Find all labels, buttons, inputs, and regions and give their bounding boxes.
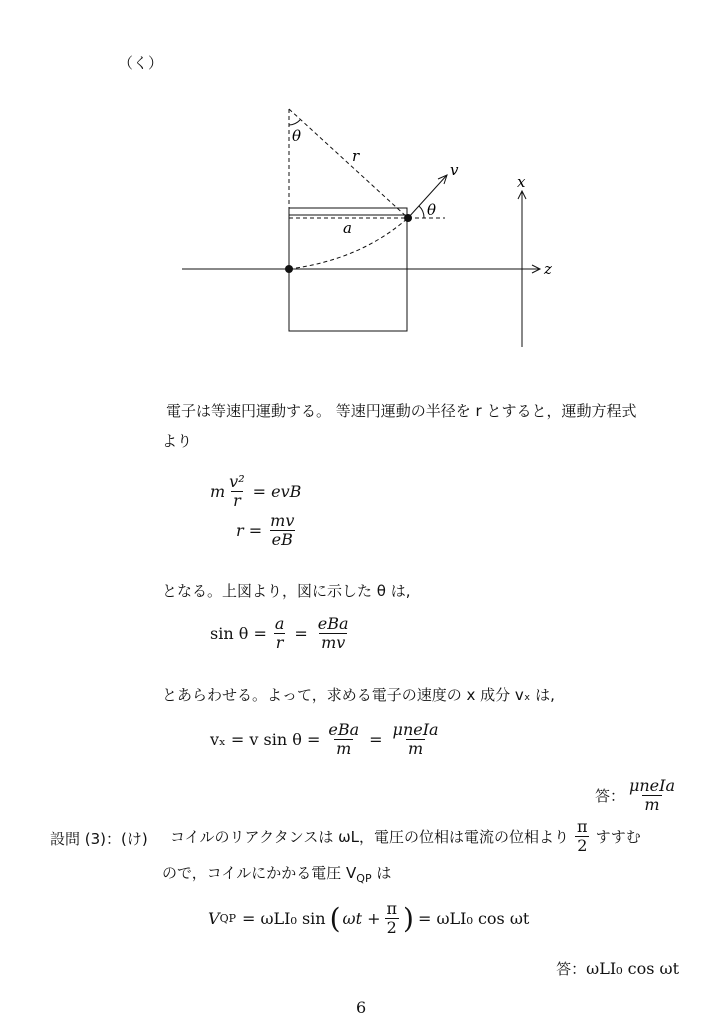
answer-2-prefix: 答： [556, 960, 587, 978]
eq4-num-1: eBa [328, 720, 360, 739]
eq3-equals: = [294, 624, 308, 643]
eq5-lhs: V [208, 909, 220, 928]
answer-1-num: μneIa [628, 776, 675, 795]
eq3-num-1: a [274, 614, 285, 633]
question-3-line-2-sub: QP [356, 872, 372, 885]
question-3-label: 設問 (3)：(け) [50, 830, 148, 848]
paragraph-1-line-2: より [162, 432, 193, 450]
eq4-fraction-2 [391, 721, 441, 758]
label-r: r [352, 147, 360, 165]
entry-point [285, 265, 293, 273]
question-3-line-1b: すすむ [595, 828, 641, 846]
label-theta-right: θ [427, 201, 437, 219]
label-theta-top: θ [292, 127, 302, 145]
paragraph-1-line-1: 電子は等速円運動する。 等速円運動の半径を r とすると，運動方程式 [166, 402, 637, 420]
equation-1 [210, 473, 301, 510]
eq5-inner: ωt + [342, 909, 381, 928]
eq4-num-2: μneIa [392, 720, 439, 739]
eq5-mid: = ωLI₀ sin [241, 909, 326, 928]
question-3-line-2 [162, 862, 391, 885]
eq4-equals: = [369, 730, 383, 749]
theta-top-arc [289, 120, 300, 125]
question-3-line-2-text: ので，コイルにかかる電圧 V [162, 864, 357, 882]
eq3-fraction-2 [316, 615, 351, 652]
eq4-den-2: m [407, 739, 424, 758]
eq4-lhs: vₓ = v sin θ = [210, 730, 321, 749]
eq3-den-2: mv [321, 633, 346, 652]
eq1-fraction [227, 473, 246, 510]
eq2-lhs: r = [236, 521, 263, 540]
eq4-fraction-1 [326, 721, 361, 758]
pi-denominator: 2 [577, 836, 588, 855]
answer-1-fraction [627, 777, 677, 814]
eq5-lhs-sub: QP [219, 912, 236, 925]
eq1-numerator: v² [229, 472, 245, 491]
question-3-line-2-end: は [371, 864, 392, 882]
label-z-axis: z [544, 260, 552, 278]
eq1-rhs: = evB [252, 482, 302, 501]
exit-point [404, 214, 412, 222]
pi-numerator: π [577, 817, 588, 836]
page-number: 6 [356, 998, 367, 1017]
eq2-denominator: eB [271, 530, 293, 549]
equation-5 [208, 900, 529, 937]
label-x-axis: x [517, 173, 526, 191]
radius-r-dashed [289, 109, 408, 218]
answer-1-prefix: 答： [594, 787, 625, 805]
answer-1 [595, 777, 679, 814]
eq5-paren-right: ) [403, 902, 414, 935]
label-v: v [450, 161, 459, 179]
part-label: （く） [118, 54, 164, 72]
pi-over-2-fraction [575, 818, 590, 855]
eq5-pi-num: π [386, 899, 398, 918]
eq3-lhs: sin θ = [210, 624, 267, 643]
eq5-pi-den: 2 [386, 918, 397, 937]
eq1-denominator: r [233, 491, 241, 510]
eq5-paren-left: ( [329, 902, 341, 935]
eq5-rhs: = ωLI₀ cos ωt [417, 909, 530, 928]
paragraph-3: とあらわせる。よって，求める電子の速度の x 成分 vₓ は, [162, 686, 555, 704]
eq1-m: m [210, 482, 226, 501]
answer-1-den: m [644, 795, 660, 814]
question-3-line-1 [170, 818, 641, 855]
answer-2 [556, 958, 679, 979]
equation-4 [210, 721, 443, 758]
paragraph-2: となる。上図より，図に示した θ は, [162, 582, 411, 600]
equation-2 [236, 512, 298, 549]
eq3-den-1: r [275, 633, 284, 652]
eq2-numerator: mv [270, 511, 295, 530]
eq5-pi-fraction [385, 900, 400, 937]
equation-3 [210, 615, 353, 652]
eq4-den-1: m [336, 739, 352, 758]
eq3-fraction-1 [273, 615, 287, 652]
answer-2-value: ωLI₀ cos ωt [586, 959, 679, 978]
eq2-fraction [268, 512, 296, 549]
eq3-num-2: eBa [317, 614, 349, 633]
theta-right-arc [419, 206, 424, 218]
label-a: a [343, 219, 352, 237]
question-3-line-1a: コイルのリアクタンスは ωL，電圧の位相は電流の位相より [170, 828, 570, 846]
